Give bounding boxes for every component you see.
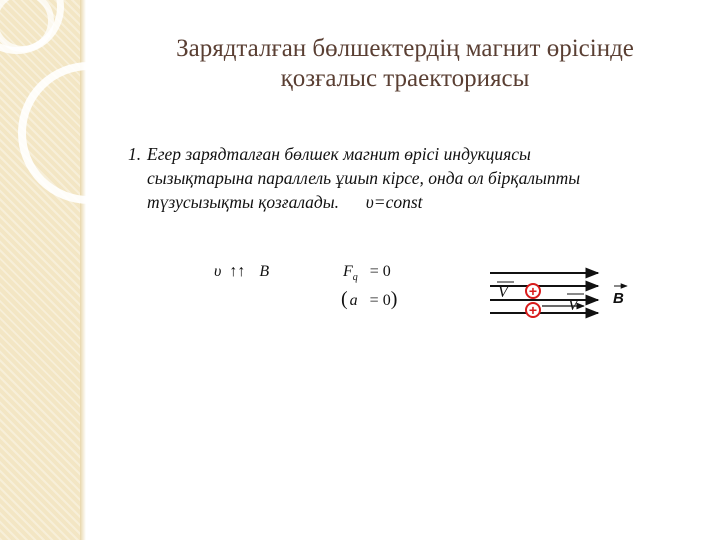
item-number: 1.: [128, 144, 142, 164]
force-formula: [343, 263, 391, 283]
title-line-2: қозғалыс траекториясы: [280, 65, 530, 92]
trajectory-diagram: [482, 262, 642, 334]
item-line-1: Егер зарядталған бөлшек магнит өрісі индукциясы: [147, 144, 531, 164]
relation-b: B: [259, 263, 270, 280]
charge-sign-bottom: +: [528, 302, 538, 318]
b-label: B: [613, 290, 624, 307]
v-label-bottom: V: [568, 297, 578, 314]
item-formula: υ=const: [365, 192, 423, 212]
force-equals: = 0: [369, 263, 391, 280]
item-line-3-text: түзусызықты қозғалады.: [147, 192, 339, 212]
relation-formula: [214, 263, 269, 281]
accel-symbol: a: [349, 292, 358, 309]
title-line-1: Зарядталған бөлшектердің магнит өрісінде: [176, 35, 634, 62]
item-line-3: [147, 190, 697, 214]
force-subscript: q: [352, 272, 358, 284]
acceleration-formula: [341, 288, 397, 311]
item-text: [147, 142, 697, 214]
accel-open-paren: (: [341, 288, 348, 310]
relation-arrows: ↑↑: [229, 263, 246, 280]
force-symbol: F: [343, 263, 353, 280]
relation-v: υ: [214, 263, 222, 280]
slide-title: [110, 34, 700, 94]
charge-sign-top: +: [528, 283, 538, 299]
v-label-top: V: [498, 284, 508, 301]
accel-close-paren: ): [390, 288, 398, 310]
item-line-2: сызықтарына параллель ұшып кірсе, онда ол бірқалыпты: [147, 168, 581, 188]
accel-equals: = 0: [369, 292, 391, 309]
